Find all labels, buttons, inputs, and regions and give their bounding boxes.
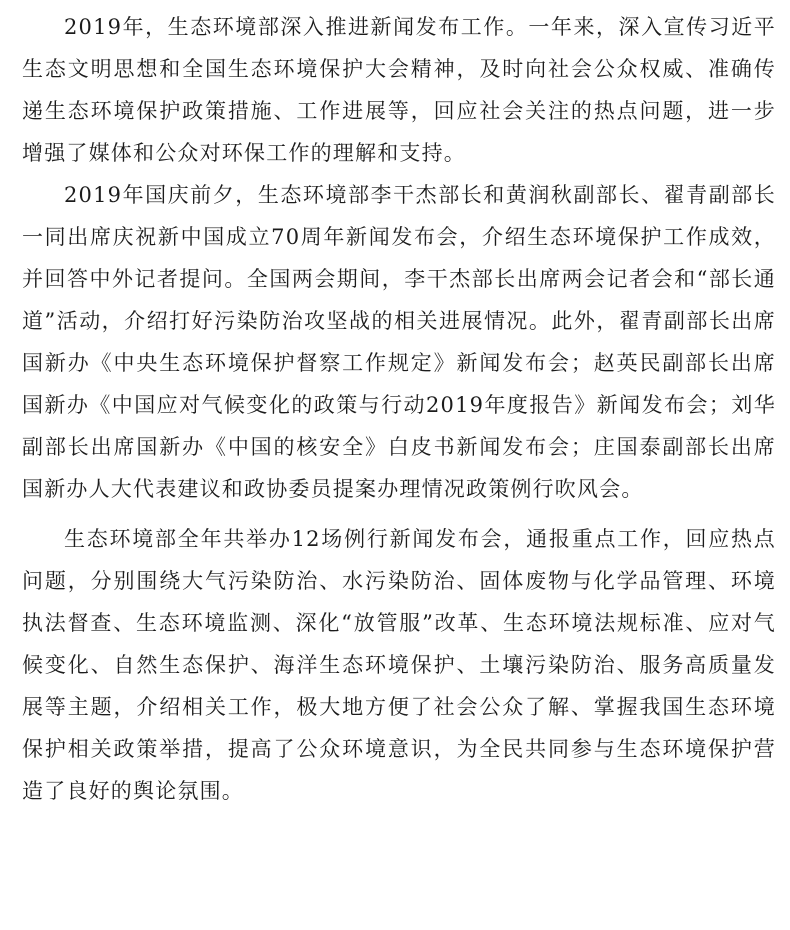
paragraph-routine-press-conferences: 生态环境部全年共举办12场例行新闻发布会，通报重点工作，回应热点问题，分别围绕大气污染防治、水污染防治、固体废物与化学品管理、环境执法督查、生态环境监测、深化“放管服”改革、生态环境法规标准、应对气候变化、自然生态保护、海洋生态环境保护、土壤污染防治、服务高质量发展等主题，介绍相关工作，极大地方便了社会公众了解、掌握我国生态环境保护相关政策举措，提高了公众环境意识，为全民共同参与生态环境保护营造了良好的舆论氛围。 [22, 527, 776, 803]
paragraph-ministers-press-events: 2019年国庆前夕，生态环境部李干杰部长和黄润秋副部长、翟青副部长一同出席庆祝新中国成立70周年新闻发布会，介绍生态环境保护工作成效，并回答中外记者提问。全国两会期间，李干杰部长出席两会记者会和“部长通道”活动，介绍打好污染防治攻坚战的相关进展情况。此外，翟青副部长出席国新办《中央生态环境保护督察工作规定》新闻发布会；赵英民副部长出席国新办《中国应对气候变化的政策与行动2019年度报告》新闻发布会；刘华副部长出席国新办《中国的核安全》白皮书新闻发布会；庄国泰副部长出席国新办人大代表建议和政协委员提案办理情况政策例行吹风会。 [22, 183, 776, 501]
paragraph-press-work-intro: 2019年，生态环境部深入推进新闻发布工作。一年来，深入宣传习近平生态文明思想和全国生态环境保护大会精神，及时向社会公众权威、准确传递生态环境保护政策措施、工作进展等，回应社会关注的热点问题，进一步增强了媒体和公众对环保工作的理解和支持。 [22, 15, 776, 165]
